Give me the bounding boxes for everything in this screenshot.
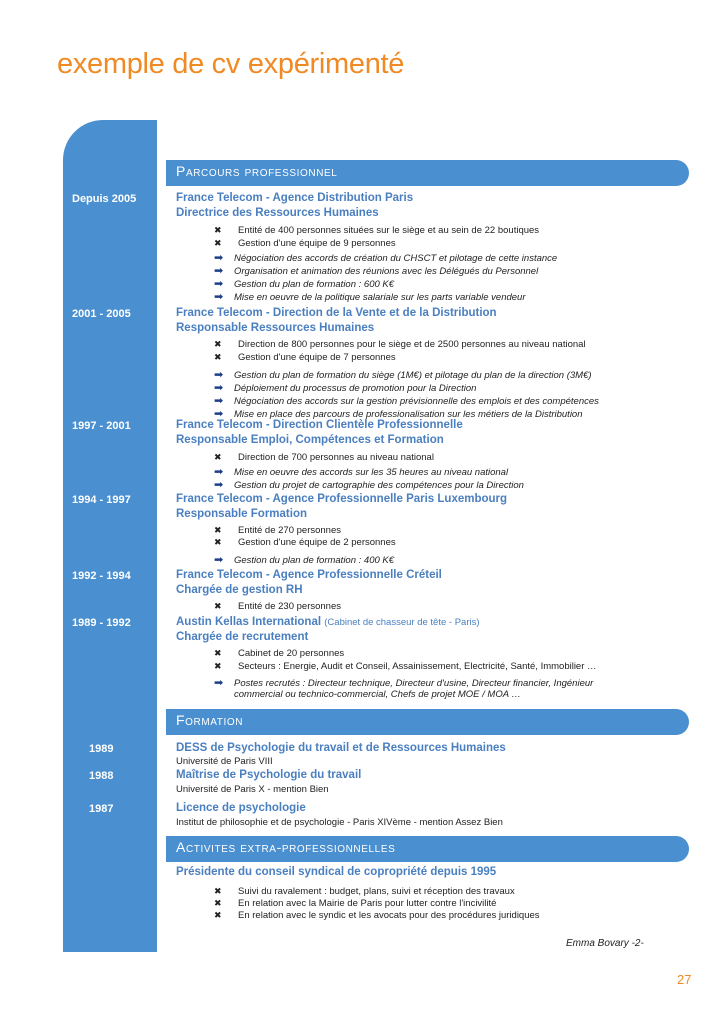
activity-heading: Présidente du conseil syndical de copropriété depuis 1995 xyxy=(176,866,497,878)
job-period: 2001 - 2005 xyxy=(72,308,131,320)
section-header-activites xyxy=(166,836,689,862)
arrow-bullet-icon: ➡ xyxy=(214,677,224,689)
job-role: Responsable Ressources Humaines xyxy=(176,322,375,334)
job-role: Directrice des Ressources Humaines xyxy=(176,207,379,219)
list-item: ➡ Mise en oeuvre de la politique salariale sur les parts variable vendeur xyxy=(214,291,526,303)
job-org-name: Austin Kellas International xyxy=(176,616,322,628)
list-item: ✖ Cabinet de 20 personnes xyxy=(214,648,345,659)
job-org-note: (Cabinet de chasseur de tête - Paris) xyxy=(324,617,480,628)
list-item: ➡ Gestion du plan de formation : 600 K€ xyxy=(214,278,395,290)
list-item: ➡ Gestion du projet de cartographie des compétences pour la Direction xyxy=(214,479,524,491)
list-item: ➡ Organisation et animation des réunions avec les Délégués du Personnel xyxy=(214,265,539,277)
list-item: ➡ Gestion du plan de formation : 400 K€ xyxy=(214,554,395,566)
list-item: ➡ Mise en oeuvre des accords sur les 35 heures au niveau national xyxy=(214,466,509,478)
page-title: exemple de cv expérimenté xyxy=(57,48,405,80)
list-item: commercial ou technico-commercial, Chefs de projet MOE / MOA … xyxy=(234,689,521,700)
star-bullet-icon: ✖ xyxy=(214,648,222,658)
arrow-bullet-icon: ➡ xyxy=(214,408,224,420)
list-item: ➡ Négociation des accords de création du CHSCT et pilotage de cette instance xyxy=(214,252,558,264)
job-role: Chargée de recrutement xyxy=(176,631,309,643)
education-school: Université de Paris VIII xyxy=(176,756,273,767)
job-role: Responsable Formation xyxy=(176,508,307,520)
section-header-formation xyxy=(166,709,689,735)
section-title: Formation xyxy=(176,712,244,728)
job-org xyxy=(176,616,480,628)
arrow-bullet-icon: ➡ xyxy=(214,466,224,478)
education-degree: DESS de Psychologie du travail et de Ressources Humaines xyxy=(176,742,506,754)
sidebar-gap xyxy=(157,120,166,952)
arrow-bullet-icon: ➡ xyxy=(214,291,224,303)
footer-author: Emma Bovary -2- xyxy=(566,938,644,949)
job-period: 1992 - 1994 xyxy=(72,570,131,582)
education-school: Université de Paris X - mention Bien xyxy=(176,784,329,795)
section-header-parcours xyxy=(166,160,689,186)
list-item: ✖ Gestion d'une équipe de 2 personnes xyxy=(214,537,396,548)
arrow-bullet-icon: ➡ xyxy=(214,395,224,407)
star-bullet-icon: ✖ xyxy=(214,225,222,235)
list-item: ➡ Gestion du plan de formation du siège (1M€) et pilotage du plan de la direction (3M€) xyxy=(214,369,592,381)
job-period: 1997 - 2001 xyxy=(72,420,131,432)
star-bullet-icon: ✖ xyxy=(214,886,222,896)
list-item: ✖ En relation avec la Mairie de Paris pour lutter contre l'incivilité xyxy=(214,898,497,909)
list-item: ➡ Mise en place des parcours de professionalisation sur les métiers de la Distribution xyxy=(214,408,583,420)
job-period: 1989 - 1992 xyxy=(72,617,131,629)
arrow-bullet-icon: ➡ xyxy=(214,554,224,566)
job-period: Depuis 2005 xyxy=(72,193,137,205)
date-sidebar xyxy=(63,120,157,952)
education-year: 1989 xyxy=(89,743,114,755)
list-item: ✖ Gestion d'une équipe de 7 personnes xyxy=(214,352,396,363)
arrow-bullet-icon: ➡ xyxy=(214,479,224,491)
education-year: 1988 xyxy=(89,770,114,782)
star-bullet-icon: ✖ xyxy=(214,601,222,611)
section-title: Activites extra-professionnelles xyxy=(176,839,396,855)
section-title: Parcours professionnel xyxy=(176,163,338,179)
star-bullet-icon: ✖ xyxy=(214,661,222,671)
job-org: France Telecom - Direction Clientèle Professionnelle xyxy=(176,419,463,431)
education-degree: Licence de psychologie xyxy=(176,802,306,814)
list-item: ✖ Entité de 400 personnes situées sur le siège et au sein de 22 boutiques xyxy=(214,225,540,236)
list-item: ✖ Gestion d'une équipe de 9 personnes xyxy=(214,238,396,249)
job-period: 1994 - 1997 xyxy=(72,494,131,506)
list-item: ➡ Négociation des accords sur la gestion prévisionnelle des emplois et des compétences xyxy=(214,395,599,407)
star-bullet-icon: ✖ xyxy=(214,452,222,462)
job-role: Responsable Emploi, Compétences et Formation xyxy=(176,434,444,446)
arrow-bullet-icon: ➡ xyxy=(214,369,224,381)
arrow-bullet-icon: ➡ xyxy=(214,265,224,277)
arrow-bullet-icon: ➡ xyxy=(214,278,224,290)
star-bullet-icon: ✖ xyxy=(214,525,222,535)
list-item: ✖ Suivi du ravalement : budget, plans, suivi et réception des travaux xyxy=(214,886,515,897)
star-bullet-icon: ✖ xyxy=(214,352,222,362)
list-item: ➡ Postes recrutés : Directeur technique, Directeur d'usine, Directeur financier, Ingénieur xyxy=(214,677,594,689)
star-bullet-icon: ✖ xyxy=(214,537,222,547)
arrow-bullet-icon: ➡ xyxy=(214,252,224,264)
education-year: 1987 xyxy=(89,803,114,815)
star-bullet-icon: ✖ xyxy=(214,339,222,349)
job-org: France Telecom - Direction de la Vente et de la Distribution xyxy=(176,307,497,319)
list-item: ➡ Déploiement du processus de promotion pour la Direction xyxy=(214,382,477,394)
job-org: France Telecom - Agence Professionnelle Paris Luxembourg xyxy=(176,493,508,505)
arrow-bullet-icon: ➡ xyxy=(214,382,224,394)
list-item: ✖ En relation avec le syndic et les avocats pour des procédures juridiques xyxy=(214,910,540,921)
education-degree: Maîtrise de Psychologie du travail xyxy=(176,769,362,781)
list-item: ✖ Direction de 700 personnes au niveau national xyxy=(214,452,434,463)
job-role: Chargée de gestion RH xyxy=(176,584,303,596)
education-school: Institut de philosophie et de psychologie - Paris XIVème - mention Assez Bien xyxy=(176,817,503,828)
star-bullet-icon: ✖ xyxy=(214,898,222,908)
list-item: ✖ Entité de 230 personnes xyxy=(214,601,341,612)
list-item: ✖ Secteurs : Energie, Audit et Conseil, Assainissement, Electricité, Santé, Immobilier … xyxy=(214,661,597,672)
page-number: 27 xyxy=(677,972,692,987)
list-item: ✖ Entité de 270 personnes xyxy=(214,525,341,536)
job-org: France Telecom - Agence Distribution Paris xyxy=(176,192,414,204)
list-item: ✖ Direction de 800 personnes pour le siège et de 2500 personnes au niveau national xyxy=(214,339,586,350)
star-bullet-icon: ✖ xyxy=(214,910,222,920)
star-bullet-icon: ✖ xyxy=(214,238,222,248)
job-org: France Telecom - Agence Professionnelle Créteil xyxy=(176,569,442,581)
